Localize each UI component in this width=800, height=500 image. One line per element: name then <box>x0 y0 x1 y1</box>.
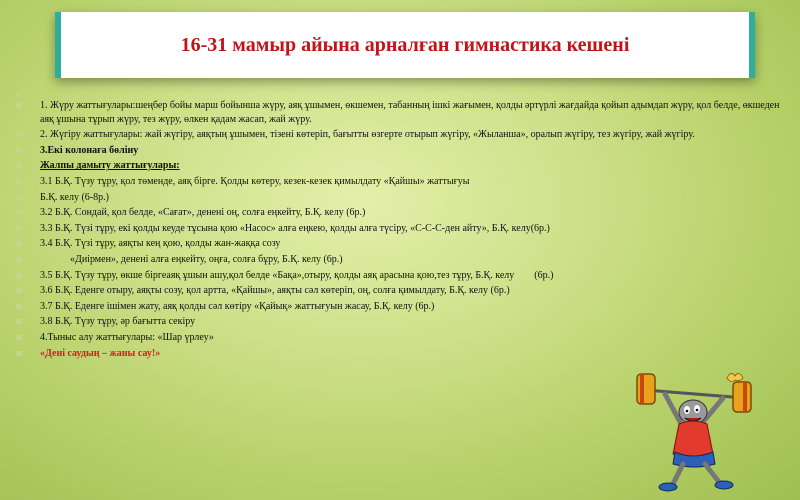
bullet-icon <box>16 132 22 137</box>
exercise-3-4-cont-text: «Диірмен», денені алға еңкейту, оңға, солға бұру, Б.Қ. келу (6р.) <box>70 253 343 265</box>
list-item-3-7 <box>14 300 788 314</box>
bullet-icon <box>16 319 22 324</box>
list-item-3-5 <box>14 269 788 283</box>
list-item-3-4-cont <box>14 253 788 267</box>
bullet-icon <box>16 241 22 246</box>
list-item-3-6 <box>14 284 788 298</box>
bullet-icon <box>16 148 22 153</box>
bullet-icon <box>16 226 22 231</box>
slide-body <box>14 88 788 360</box>
list-item-3-4 <box>14 237 788 251</box>
list-item-empty <box>14 88 788 97</box>
weightlifter-figure-icon <box>635 360 755 495</box>
columns-text: 3.Екі колонаға бөліну <box>40 144 139 156</box>
slogan-text: «Дені саудың – жаны сау!» <box>40 347 161 359</box>
list-item-running <box>14 128 788 142</box>
bullet-icon <box>16 163 22 168</box>
running-text: 2. Жүгіру жаттығулары: жай жүгіру, аяқтың ұшымен, тізені көтеріп, бағытты өзгерте отырып жүгіру, «Жыланша», оралып жүгіру, тез жүгіру, жай жүгіру. <box>40 129 695 141</box>
exercise-3-2-text: 3.2 Б.Қ. Сондай, қол белде, «Сағат», денені оң, солға еңкейту, Б.Қ. келу (6р.) <box>40 207 366 219</box>
bullet-icon <box>16 103 22 108</box>
exercise-3-5-text: 3.5 Б.Қ. Түзу тұру, өкше біргеаяқ ұшын ашу,қол белде «Бақа»,отыру, қолды аяқ арасына қою,тез тұру, Б.Қ. келу (6р.) <box>40 269 554 281</box>
list-item-general-heading <box>14 159 788 173</box>
title-box <box>55 12 755 78</box>
list-item-3-3 <box>14 222 788 236</box>
bullet-icon <box>16 210 22 215</box>
list-item-3-1-return <box>14 191 788 205</box>
exercise-3-1-text: 3.1 Б.Қ. Түзу тұру, қол төменде, аяқ бірге. Қолды көтеру, кезек-кезек қимылдату «Қайшы» жаттығуы <box>40 175 470 187</box>
bullet-icon <box>17 93 20 96</box>
exercise-3-1-return-text: Б.Қ. келу (6-8р.) <box>40 191 109 203</box>
bullet-icon <box>16 273 22 278</box>
exercise-3-7-text: 3.7 Б.Қ. Еденге ішімен жату, аяқ қолды сәл көтіру «Қайық» жаттығуын жасау, Б.Қ. келу (6р.) <box>40 300 435 312</box>
general-heading-text: Жалпы дамыту жаттығулары: <box>40 160 180 172</box>
list-item-slogan <box>14 347 788 361</box>
slide-title: 16-31 мамыр айына арналған гимнастика кешені <box>180 33 630 56</box>
list-item-walking <box>14 99 788 126</box>
list-item-columns <box>14 144 788 158</box>
bullet-icon <box>16 335 22 340</box>
walking-text: 1. Жүру жаттығулары:шеңбер бойы марш бойынша жүру, аяқ ұшымен, өкшемен, табанның ішкі жағымен, қолды әртүрлі жағдайда қойып адымдап жүру, қол белде, өкшеден аяқ ұшына тұрып жүру, тез жүру, өлкен қадам жасап, жай жүру. <box>40 100 780 125</box>
list-item-breathing <box>14 331 788 345</box>
list-item-3-2 <box>14 206 788 220</box>
exercise-3-4-text: 3.4 Б.Қ. Түзі тұру, аяқты кең қою, қолды жан-жаққа созу <box>40 238 281 250</box>
bullet-icon <box>16 304 22 309</box>
bullet-icon <box>16 257 22 262</box>
bullet-icon <box>16 195 22 200</box>
bullet-icon <box>16 288 22 293</box>
list-item-3-1 <box>14 175 788 189</box>
bullet-icon <box>16 179 22 184</box>
exercise-3-6-text: 3.6 Б.Қ. Еденге отыру, аяқты созу, қол артта, «Қайшы», аяқты сәл көтеріп, оң, солға қимылдату, Б.Қ. келу (6р.) <box>40 285 510 297</box>
breathing-text: 4.Тыныс алу жаттығулары: «Шар үрлеу» <box>40 331 214 343</box>
bullet-icon <box>16 351 22 356</box>
exercise-3-8-text: 3.8 Б.Қ. Түзу тұру, әр бағытта секіру <box>40 316 196 328</box>
exercise-3-3-text: 3.3 Б.Қ. Түзі тұру, екі қолды кеуде тұсына қою «Насос» алға еңкею, қолды алға түсіру, «С-С-С-ден айту», Б.Қ. келу(6р.) <box>40 222 550 234</box>
list-item-3-8 <box>14 315 788 329</box>
